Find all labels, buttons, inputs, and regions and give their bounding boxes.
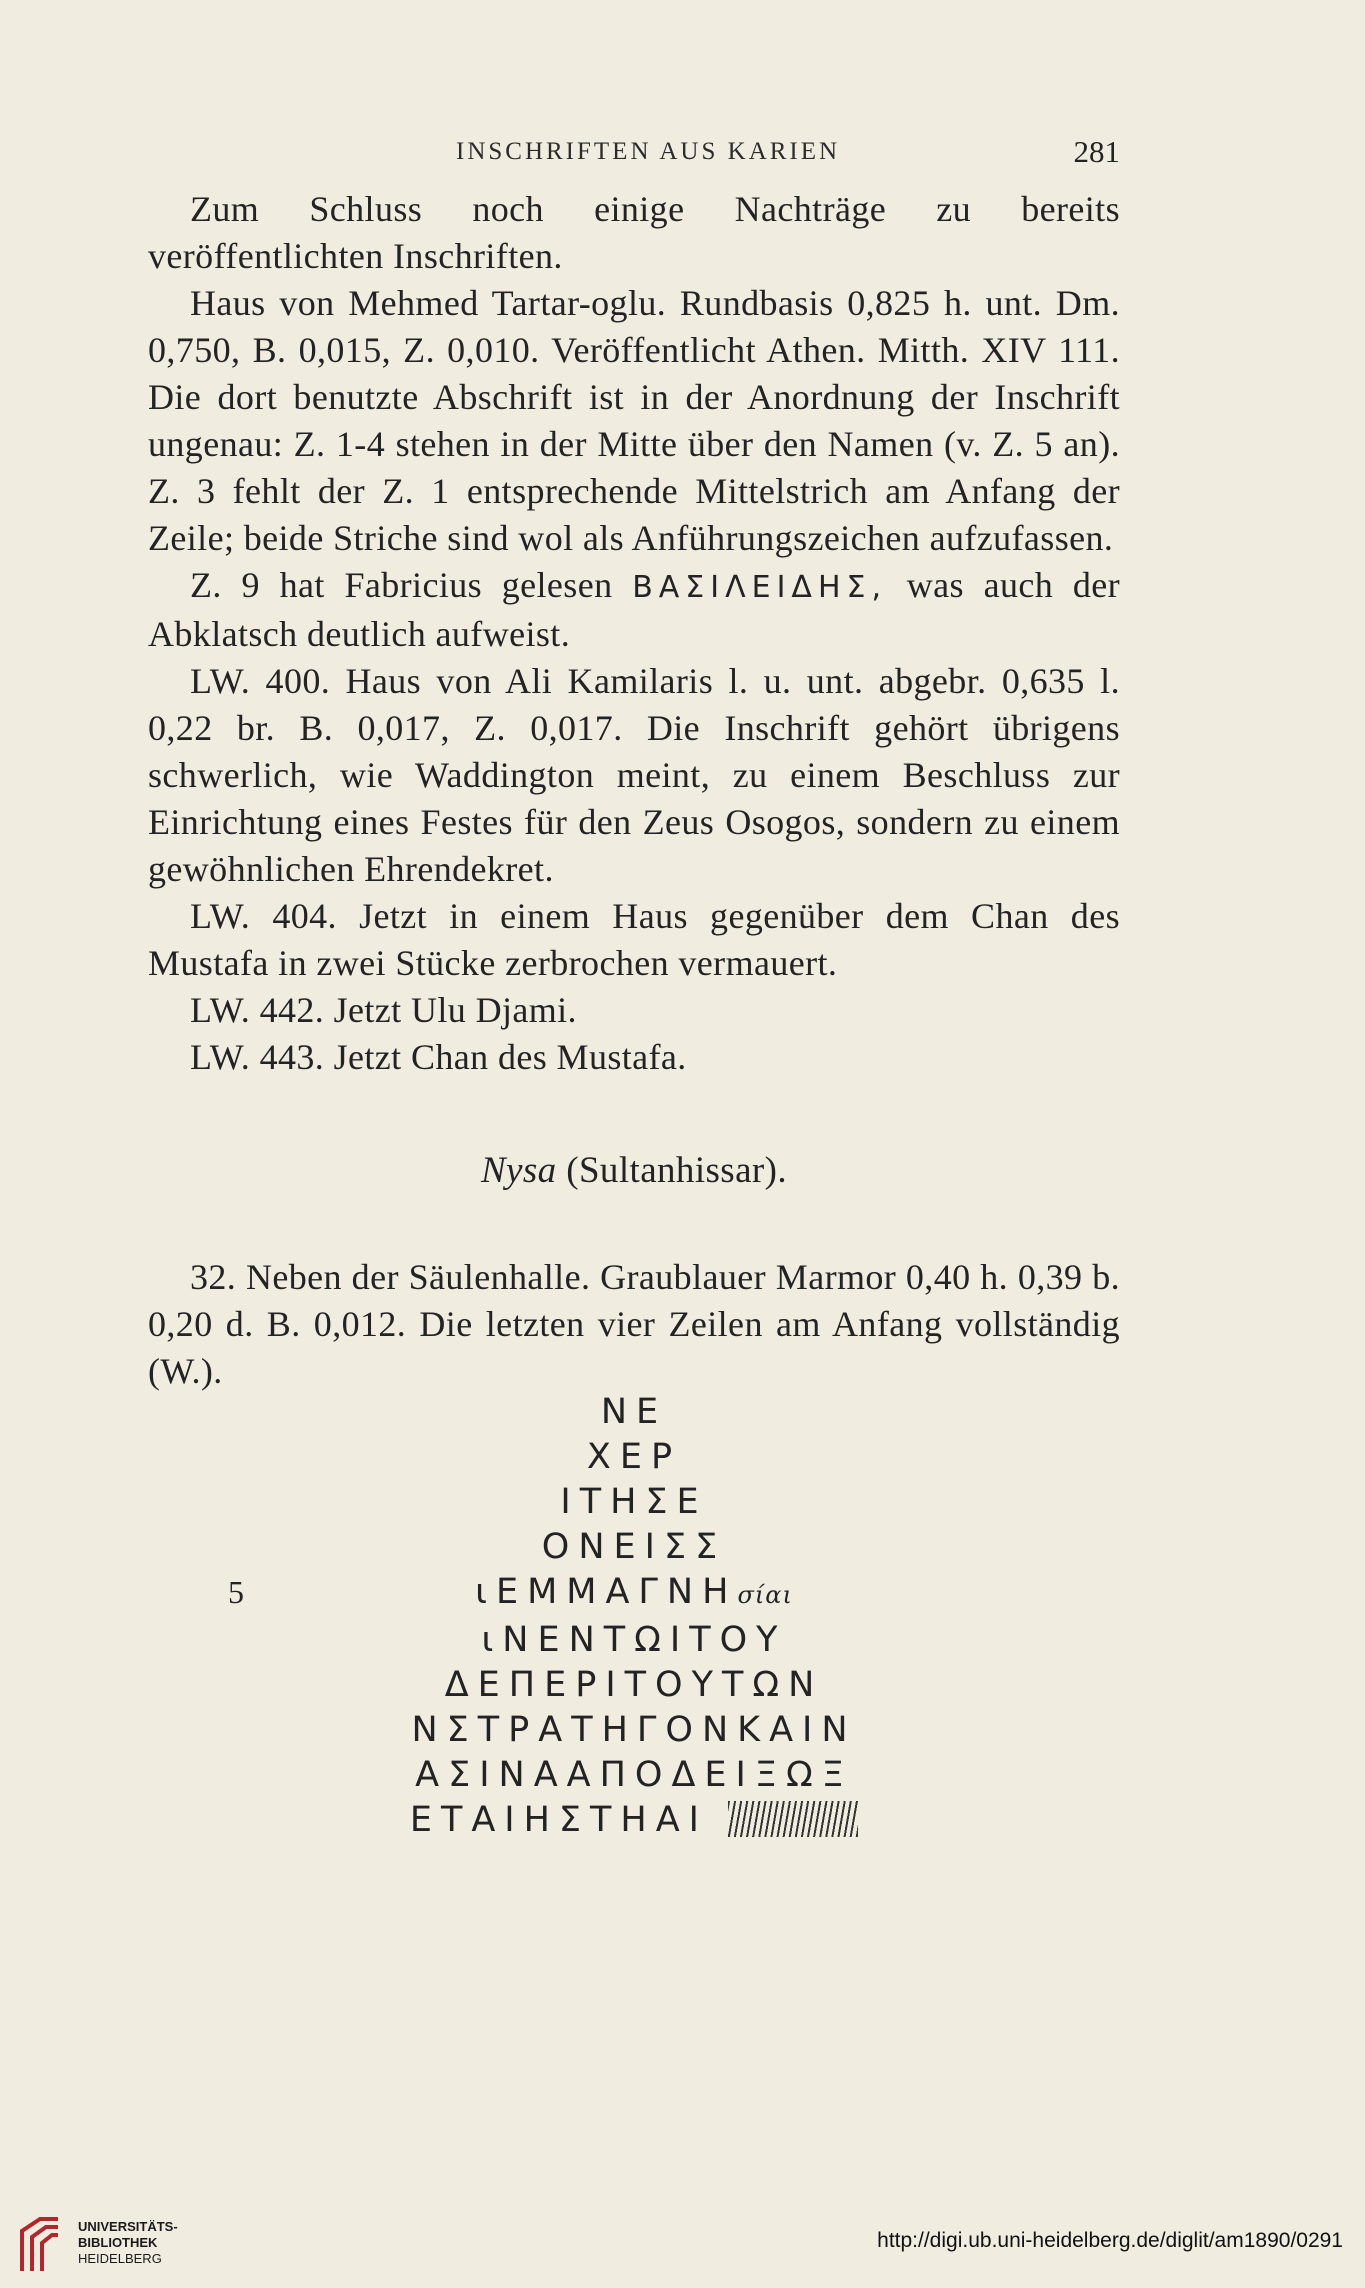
- library-name-line: UNIVERSITÄTS-: [78, 2219, 178, 2234]
- inscription-line: ΧΕΡ: [586, 1437, 682, 1477]
- paragraph-lw404: LW. 404. Jetzt in einem Haus gegenüber dem Chan des Mustafa in zwei Stücke zerbrochen vermauert.: [148, 896, 1120, 983]
- library-name-line: HEIDELBERG: [78, 2251, 162, 2266]
- fabricius-text-after: was auch der Abklatsch deutlich aufweist.: [148, 565, 1120, 654]
- inscription-line-text: ιΕΜΜΑΓΝΗ: [475, 1572, 738, 1612]
- greek-name: ΒΑΣΙΛΕΙΔΗΣ,: [632, 570, 887, 605]
- greek-inscription: [148, 1390, 1120, 1843]
- library-name: [78, 2219, 178, 2267]
- damaged-area-hatching: [728, 1801, 858, 1837]
- inscription-line-5: [148, 1570, 1120, 1618]
- line-number: 5: [228, 1574, 244, 1610]
- section-note: (Sultanhissar).: [566, 1150, 788, 1191]
- paragraph-mehmed: Haus von Mehmed Tartar-oglu. Rundbasis 0,825 h. unt. Dm. 0,750, B. 0,015, Z. 0,010. Veröffentlicht Athen. Mitth. XIV 111. Die dort benutzte Abschrift ist in der Anordnung der Inschrift ungenau: Z. 1-4 stehen in der Mitte über den Namen (v. Z. 5 an). Z. 3 fehlt der Z. 1 entsprechende Mittelstrich am Anfang der Zeile; beide Striche sind wol als Anführungszeichen aufzufassen.: [148, 283, 1120, 558]
- paragraph-lw442: LW. 442. Jetzt Ulu Djami.: [190, 990, 577, 1030]
- main-text: [148, 186, 1120, 1395]
- paragraph-lw400: LW. 400. Haus von Ali Kamilaris l. u. unt. abgebr. 0,635 l. 0,22 br. B. 0,017, Z. 0,017. Die Inschrift gehört übrigens schwerlich, wie Waddington meint, zu einem Beschluss zur Einrichtung eines Festes für den Zeus Osogos, sondern zu einem gewöhnlichen Ehrendekret.: [148, 661, 1120, 889]
- paragraph-fabricius: [148, 562, 1120, 658]
- source-url-link[interactable]: http://digi.ub.uni-heidelberg.de/diglit/am1890/0291: [877, 2229, 1343, 2252]
- inscription-line: ΔΕΠΕΡΙΤΟΥΤΩΝ: [444, 1665, 824, 1705]
- footer: [0, 2205, 1365, 2285]
- section-place: Nysa: [480, 1150, 557, 1191]
- inscription-line: ιΝΕΝΤΩΙΤΟΥ: [481, 1620, 787, 1660]
- library-name-line: BIBLIOTHEK: [78, 2235, 158, 2250]
- section-heading: [148, 1147, 1120, 1194]
- fabricius-text-before: Z. 9 hat Fabricius gelesen: [190, 565, 613, 605]
- library-logo-icon: [14, 2213, 64, 2275]
- inscription-line: ΙΤΗΣΕ: [560, 1482, 708, 1522]
- paragraph-lw443: LW. 443. Jetzt Chan des Mustafa.: [190, 1037, 687, 1077]
- inscription-line: ΝΕ: [600, 1392, 668, 1432]
- inscription-line-last: [148, 1798, 1120, 1843]
- inscription-line: ΝΣΤΡΑΤΗΓΟΝΚΑΙΝ: [411, 1710, 857, 1750]
- running-header: [148, 134, 1120, 178]
- inscription-line: ΟΝΕΙΣΣ: [541, 1527, 727, 1567]
- inscription-line-text: ΕΤΑΙΗΣΤΗΑΙ: [409, 1800, 708, 1840]
- page-number: 281: [1073, 134, 1120, 169]
- running-title: INSCHRIFTEN AUS KARIEN: [456, 138, 841, 165]
- paragraph-intro: Zum Schluss noch einige Nachträge zu bereits veröffentlichten Inschriften.: [148, 189, 1120, 276]
- paragraph-entry-32: 32. Neben der Säulenhalle. Graublauer Marmor 0,40 h. 0,39 b. 0,20 d. B. 0,012. Die letzten vier Zeilen am Anfang vollständig (W.).: [148, 1257, 1120, 1391]
- inscription-line-suffix: σίαι: [737, 1581, 793, 1609]
- inscription-line: ΑΣΙΝΑΑΠΟΔΕΙΞΩΞ: [415, 1755, 853, 1795]
